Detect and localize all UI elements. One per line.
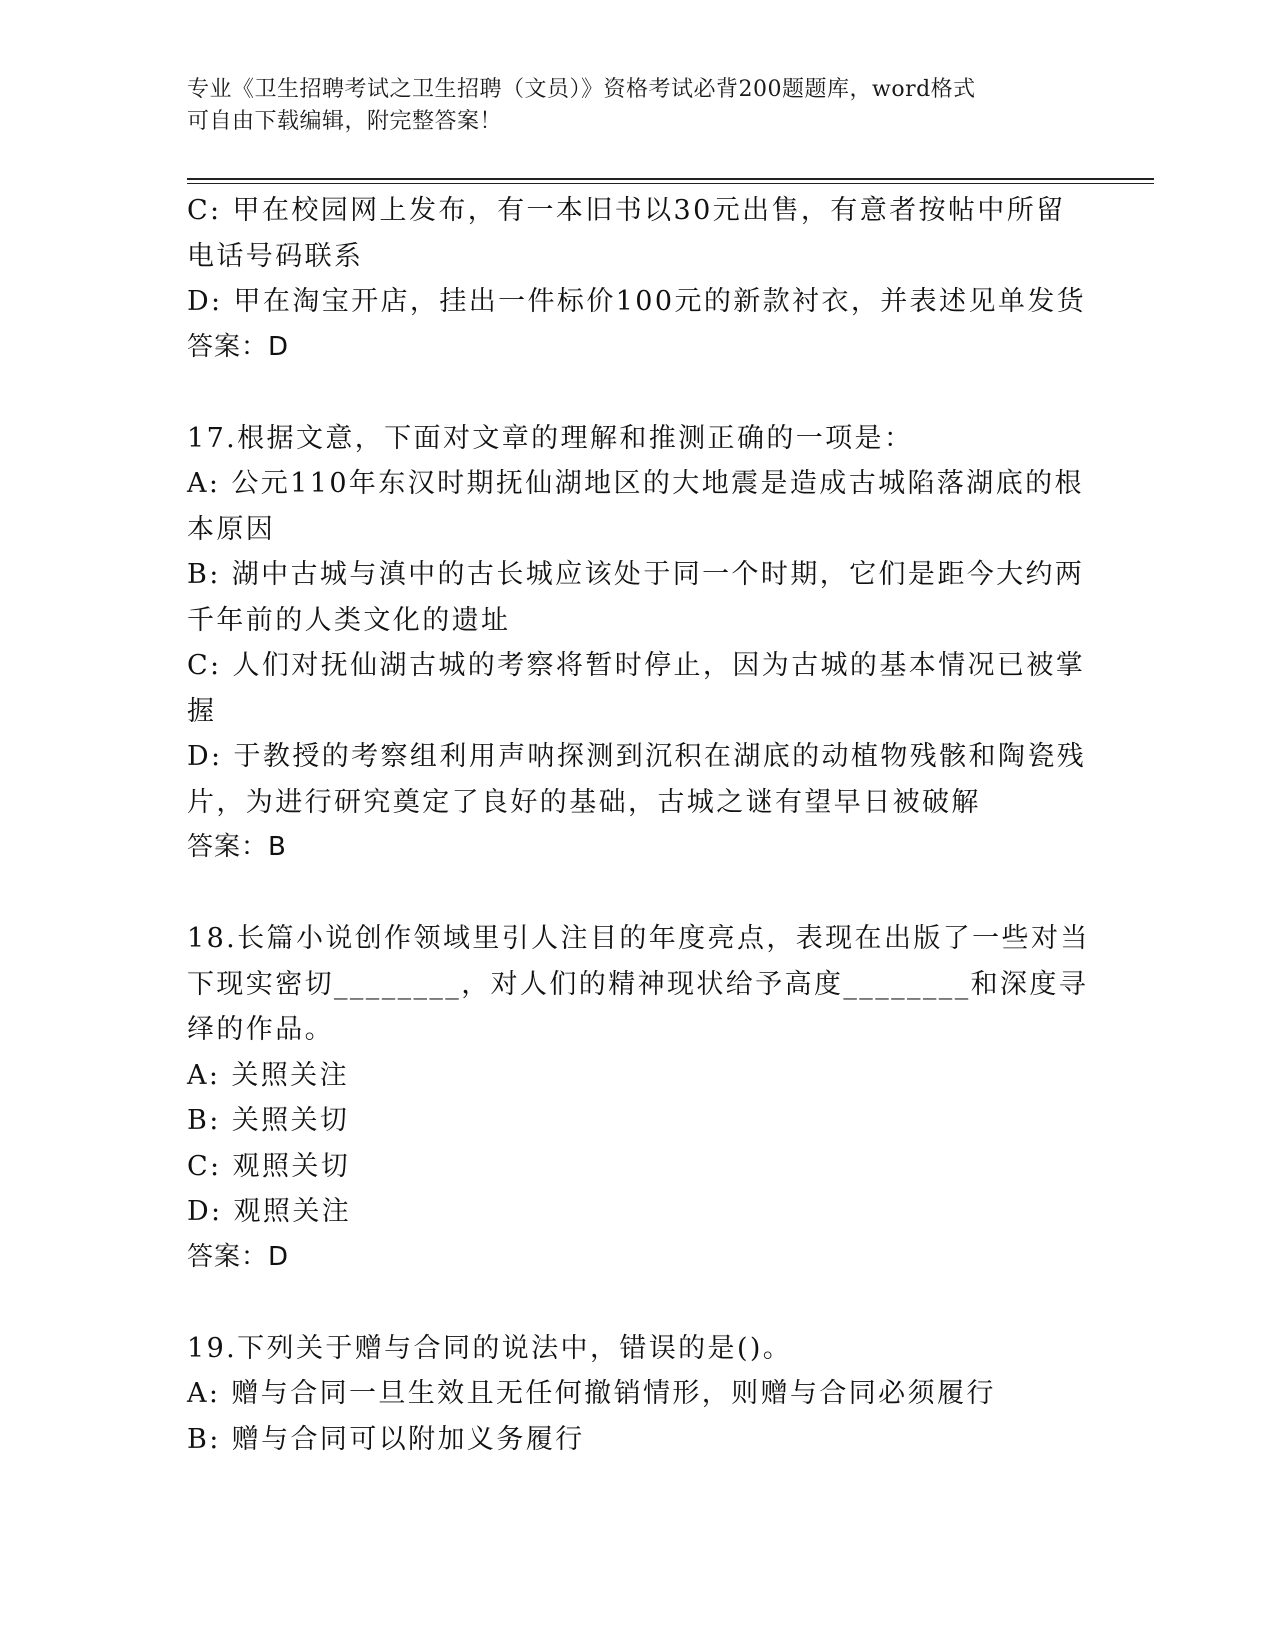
q17-answer: 答案：B	[187, 832, 287, 862]
q18-option-a: A: 关照关注	[187, 1059, 349, 1091]
header-title-line-2: 可自由下载编辑，附完整答案！	[187, 109, 503, 134]
q16-option-c-line-1: C: 甲在校园网上发布，有一本旧书以30元出售，有意者按帖中所留	[187, 195, 1066, 226]
q19-option-b: B: 赠与合同可以附加义务履行	[187, 1423, 585, 1455]
q17-option-d-line-1: D: 于教授的考察组利用声呐探测到沉积在湖底的动植物残骸和陶瓷残	[187, 741, 1087, 772]
q17-option-a-line-2: 本原因	[187, 513, 276, 545]
q18-option-c: C: 观照关切	[187, 1150, 351, 1182]
q17-option-b-line-1: B: 湖中古城与滇中的古长城应该处于同一个时期，它们是距今大约两	[187, 559, 1085, 590]
q18-option-b: B: 关照关切	[187, 1105, 350, 1136]
q19-option-a: A: 赠与合同一旦生效且无任何撤销情形，则赠与合同必须履行	[187, 1378, 996, 1409]
document-header	[187, 74, 1087, 138]
q19-question: 19.下列关于赠与合同的说法中，错误的是()。	[187, 1332, 793, 1364]
q18-answer: 答案：D	[187, 1241, 290, 1272]
q18-question-line-3: 绎的作品。	[187, 1014, 334, 1045]
q17-option-c-line-1: C: 人们对抚仙湖古城的考察将暂时停止，因为古城的基本情况已被掌	[187, 650, 1086, 681]
document-body	[187, 188, 1090, 1462]
spacer	[187, 370, 1087, 416]
spacer	[187, 871, 1087, 917]
q18-question-line-2: 下现实密切________，对人们的精神现状给予高度________和深度寻	[187, 968, 1089, 1000]
q17-option-d-line-2: 片，为进行研究奠定了良好的基础，古城之谜有望早日被破解	[187, 786, 981, 818]
q16-answer: 答案：D	[187, 331, 290, 362]
q18-option-d: D: 观照关注	[187, 1196, 352, 1227]
q17-option-b-line-2: 千年前的人类文化的遗址	[187, 604, 511, 636]
q16-option-d: D: 甲在淘宝开店，挂出一件标价100元的新款衬衣，并表述见单发货	[187, 286, 1087, 317]
spacer	[187, 1280, 1087, 1326]
q17-question: 17.根据文意，下面对文章的理解和推测正确的一项是：	[187, 422, 914, 454]
q18-question-line-1: 18.长篇小说创作领域里引人注目的年度亮点，表现在出版了一些对当	[187, 923, 1090, 954]
header-divider-thin	[187, 183, 1154, 184]
header-divider-thick	[187, 178, 1154, 180]
header-title-line-1: 专业《卫生招聘考试之卫生招聘（文员）》资格考试必背200题题库，word格式	[187, 77, 976, 102]
q16-option-c-line-2: 电话号码联系	[187, 240, 364, 272]
header-divider	[187, 178, 1154, 185]
q17-option-a-line-1: A: 公元110年东汉时期抚仙湖地区的大地震是造成古城陷落湖底的根	[187, 468, 1084, 499]
q17-option-c-line-2: 握	[187, 695, 217, 727]
